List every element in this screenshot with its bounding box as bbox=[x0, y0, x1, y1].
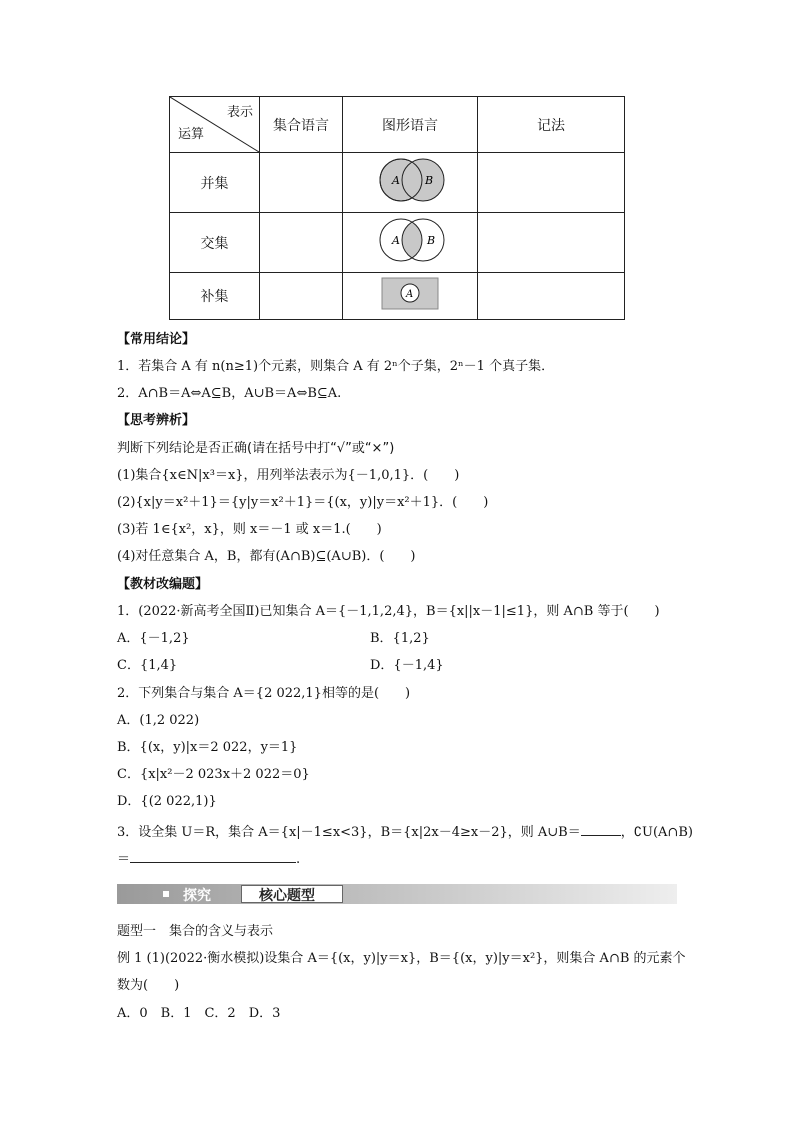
union-venn-diagram bbox=[343, 153, 477, 208]
cell-complement-graphic bbox=[343, 273, 478, 320]
banner-core-types-label: 核心题型 bbox=[259, 888, 315, 904]
union-label-b: B bbox=[425, 174, 434, 187]
row-label-union: 并集 bbox=[170, 153, 260, 213]
example-1-line-2: 数为( ) bbox=[117, 978, 180, 993]
q3-blank-1[interactable] bbox=[581, 821, 621, 836]
col-header-notation: 记法 bbox=[478, 97, 625, 153]
common-conclusions-heading: 【常用结论】 bbox=[117, 332, 196, 347]
complement-label-a: A bbox=[406, 289, 414, 300]
q1-option-a: A．{－1,2} bbox=[117, 631, 190, 646]
think-intro: 判断下列结论是否正确(请在括号中打“√”或“×”) bbox=[117, 441, 395, 456]
section-banner bbox=[117, 884, 677, 904]
intersection-label-a: A bbox=[392, 234, 400, 247]
q3-text-b: ，∁U(A∩B) bbox=[620, 825, 693, 840]
question-3-line-1 bbox=[117, 821, 693, 842]
think-item-1: (1)集合{x∈N|x³＝x}，用列举法表示为{－1,0,1}．( ) bbox=[117, 468, 460, 483]
common-conclusion-1: 1．若集合 A 有 n(n≥1)个元素，则集合 A 有 2ⁿ个子集，2ⁿ－1 个真子集． bbox=[117, 359, 555, 374]
col-header-set-language: 集合语言 bbox=[260, 97, 343, 153]
set-operations-table bbox=[169, 96, 625, 320]
question-3-line-2 bbox=[117, 848, 300, 869]
cell-union-set-language bbox=[260, 153, 343, 213]
question-2: 2．下列集合与集合 A＝{2 022,1}相等的是( ) bbox=[117, 686, 411, 701]
q2-option-b: B．{(x，y)|x＝2 022，y＝1} bbox=[117, 740, 298, 755]
cell-intersection-set-language bbox=[260, 213, 343, 273]
q3-text-a: 3．设全集 U＝R，集合 A＝{x|－1≤x<3}，B＝{x|2x－4≥x－2}，则 A∪B＝ bbox=[117, 825, 581, 840]
square-bullet-icon bbox=[163, 891, 169, 897]
cell-intersection-graphic bbox=[343, 213, 478, 273]
intersection-label-b: B bbox=[427, 234, 436, 247]
example-1-line-1: 例 1 (1)(2022·衡水模拟)设集合 A＝{(x，y)|y＝x}，B＝{(x，y)|y＝x²}，则集合 A∩B 的元素个 bbox=[117, 951, 686, 966]
example-1-options: A．0 B．1 C．2 D．3 bbox=[117, 1006, 281, 1021]
cell-union-graphic bbox=[343, 153, 478, 213]
think-item-3: (3)若 1∈{x²，x}，则 x＝－1 或 x＝1.( ) bbox=[117, 522, 382, 537]
cell-intersection-notation bbox=[478, 213, 625, 273]
think-item-2: (2){x|y＝x²＋1}＝{y|y＝x²＋1}＝{(x，y)|y＝x²＋1}．( ) bbox=[117, 495, 489, 510]
corner-top-label: 表示 bbox=[226, 105, 253, 120]
q2-option-c: C．{x|x²－2 023x＋2 022＝0} bbox=[117, 767, 310, 782]
think-heading: 【思考辨析】 bbox=[117, 413, 196, 428]
intersection-venn-diagram bbox=[343, 213, 477, 268]
row-label-complement: 补集 bbox=[170, 273, 260, 320]
question-1: 1．(2022·新高考全国Ⅱ)已知集合 A＝{－1,1,2,4}，B＝{x||x－1|≤1}，则 A∩B 等于( ) bbox=[117, 604, 660, 619]
think-item-4: (4)对任意集合 A，B，都有(A∩B)⊆(A∪B)．( ) bbox=[117, 549, 416, 564]
q1-option-b: B．{1,2} bbox=[370, 631, 430, 646]
row-label-intersection: 交集 bbox=[170, 213, 260, 273]
q1-option-c: C．{1,4} bbox=[117, 658, 178, 673]
q3-blank-2[interactable] bbox=[130, 848, 296, 863]
common-conclusion-2: 2．A∩B＝A⇔A⊆B，A∪B＝A⇔B⊆A. bbox=[117, 386, 342, 401]
q2-option-a: A．(1,2 022) bbox=[117, 713, 200, 728]
cell-complement-notation bbox=[478, 273, 625, 320]
section-title: 题型一 集合的含义与表示 bbox=[117, 924, 274, 939]
cell-union-notation bbox=[478, 153, 625, 213]
table-corner-cell bbox=[170, 97, 260, 153]
banner-explore-label: 探究 bbox=[183, 888, 211, 904]
col-header-graphic-language: 图形语言 bbox=[343, 97, 478, 153]
textbook-heading: 【教材改编题】 bbox=[117, 577, 209, 592]
q1-option-d: D．{－1,4} bbox=[370, 658, 444, 673]
corner-bottom-label: 运算 bbox=[178, 127, 205, 142]
complement-venn-diagram bbox=[343, 273, 477, 315]
q2-option-d: D．{(2 022,1)} bbox=[117, 794, 217, 809]
q3-text-c: ＝ bbox=[117, 852, 131, 867]
union-label-a: A bbox=[392, 174, 400, 187]
q3-text-d: . bbox=[296, 852, 301, 867]
cell-complement-set-language bbox=[260, 273, 343, 320]
